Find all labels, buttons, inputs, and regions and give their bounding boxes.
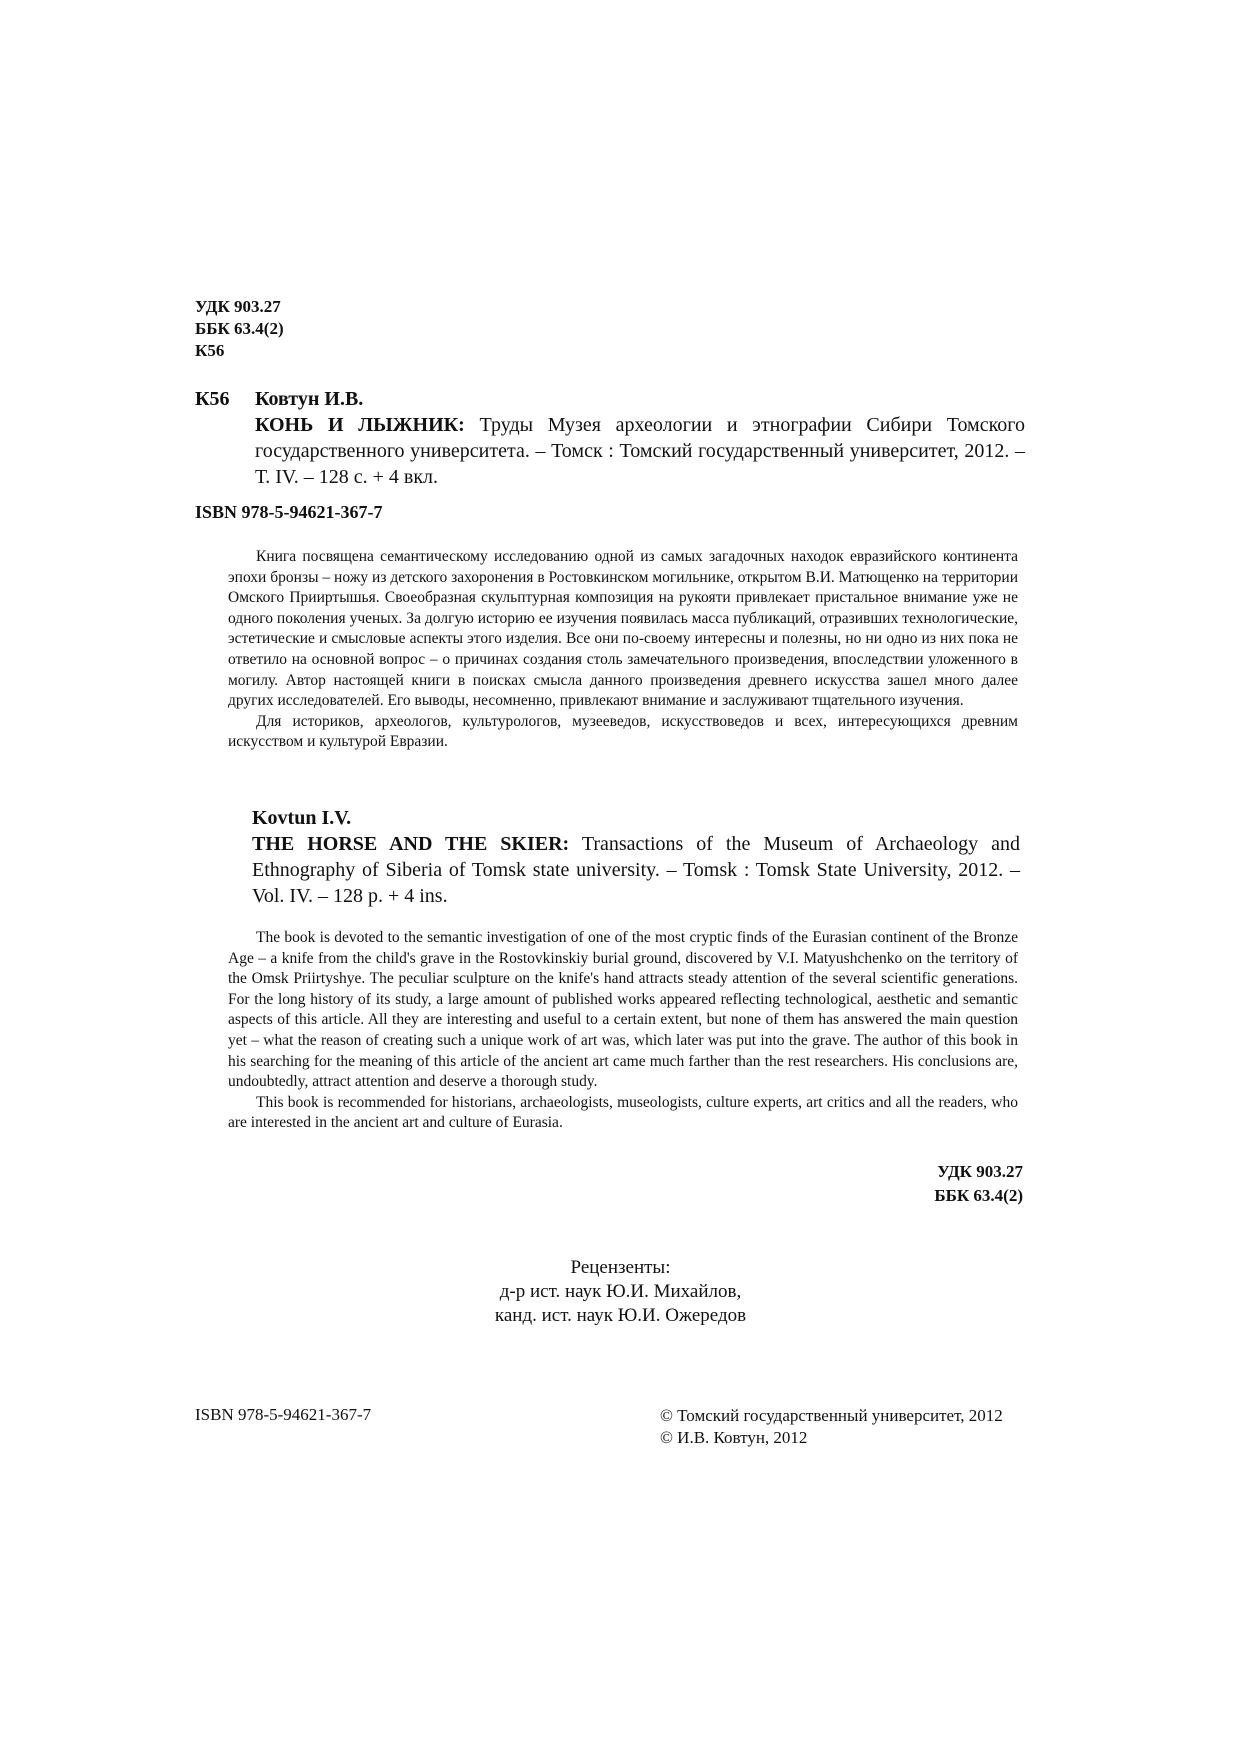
reviewers-block [0, 1256, 1241, 1328]
bbk-code: ББК 63.4(2) [195, 319, 284, 338]
copyright-line: © Томский государственный университет, 2012 [660, 1406, 1003, 1425]
udk-code: УДК 903.27 [195, 297, 281, 316]
record-code: К56 [195, 388, 230, 410]
record-details-en: Transactions of the Museum of Archaeology and Ethnography of Siberia of Tomsk state university. – Tomsk : Tomsk State University, 2012. – Vol. IV. – 128 p. + 4 ins. [252, 833, 1020, 907]
isbn-footer: ISBN 978-5-94621-367-7 [195, 1405, 372, 1424]
abstract-paragraph: Книга посвящена семантическому исследованию одной из самых загадочных находок евразийского континента эпохи бронзы – ножу из детского захоронения в Ростовкинском могильнике, открытом В.И. Матющенко на территории Омского Прииртышья. Своеобразная скульптурная композиция на рукояти привлекает пристальное внимание уже не одного поколения ученых. За долгую историю ее изучения появилась масса публикаций, отразивших технологические, эстетические и смысловые аспекты этого изделия. Все они по-своему интересны и полезны, но ни одно из них пока не ответило на основной вопрос – о причинах создания столь замечательного произведения, впоследствии уложенного в могилу. Автор настоящей книги в поисках смысла данного произведения древнего искусства зашел много далее других исследователей. Его выводы, несомненно, привлекают внимание и заслуживают тщательного изучения. [228, 548, 1018, 710]
copyright-line: © И.В. Ковтун, 2012 [660, 1428, 808, 1447]
abstract-paragraph: This book is recommended for historians, archaeologists, museologists, culture experts, art critics and all the readers, who are interested in the ancient art and culture of Eurasia. [228, 1093, 1018, 1132]
record-author-en: Kovtun I.V. [252, 807, 352, 829]
abstract-en [228, 928, 1018, 1134]
bibliographic-record-en [252, 805, 1020, 909]
bibliographic-record-ru [195, 386, 1025, 490]
isbn-heading: ISBN 978-5-94621-367-7 [195, 502, 383, 522]
reviewer: д-р ист. наук Ю.И. Михайлов, [499, 1281, 742, 1302]
record-description-en [252, 831, 1020, 909]
classification-codes-right [934, 1160, 1023, 1208]
udk-code: УДК 903.27 [937, 1162, 1023, 1181]
record-title: КОНЬ И ЛЫЖНИК: [255, 414, 465, 436]
abstract-paragraph: The book is devoted to the semantic investigation of one of the most cryptic finds of the Eurasian continent of the Bronze Age – a knife from the child's grave in the Rostovkinskiy burial ground, discovered by V.I. Matyushchenko on the territory of the Omsk Priirtyshye. The peculiar sculpture on the knife's hand attracts steady attention of the several scientific generations. For the long history of its study, a large amount of published works appeared reflecting technological, aesthetic and semantic aspects of this article. All they are interesting and useful to a certain extent, but none of them has answered the main question yet – what the reason of creating such a unique work of art was, which later was put into the grave. The author of this book in his searching for the meaning of this article of the ancient art came much farther than the rest researchers. His conclusions are, undoubtedly, attract attention and deserve a thorough study. [228, 929, 1018, 1091]
bbk-code: ББК 63.4(2) [934, 1186, 1023, 1205]
record-details: Труды Музея археологии и этнографии Сибири Томского государственного университета. – Томск : Томский государственный университет, 2012. – Т. IV. – 128 с. + 4 вкл. [255, 414, 1025, 488]
reviewers-heading: Рецензенты: [570, 1257, 671, 1278]
record-author: Ковтун И.В. [255, 388, 364, 410]
abstract-ru [228, 547, 1018, 753]
abstract-paragraph: Для историков, археологов, культурологов, музееведов, искусствоведов и всех, интересующихся древним искусством и культурой Евразии. [228, 712, 1018, 751]
classification-codes [195, 296, 284, 362]
record-title-en: THE HORSE AND THE SKIER: [252, 833, 570, 855]
copyright-block [660, 1405, 1003, 1449]
reviewer: канд. ист. наук Ю.И. Ожередов [494, 1305, 747, 1326]
record-description [255, 412, 1025, 490]
author-mark: К56 [195, 341, 225, 360]
